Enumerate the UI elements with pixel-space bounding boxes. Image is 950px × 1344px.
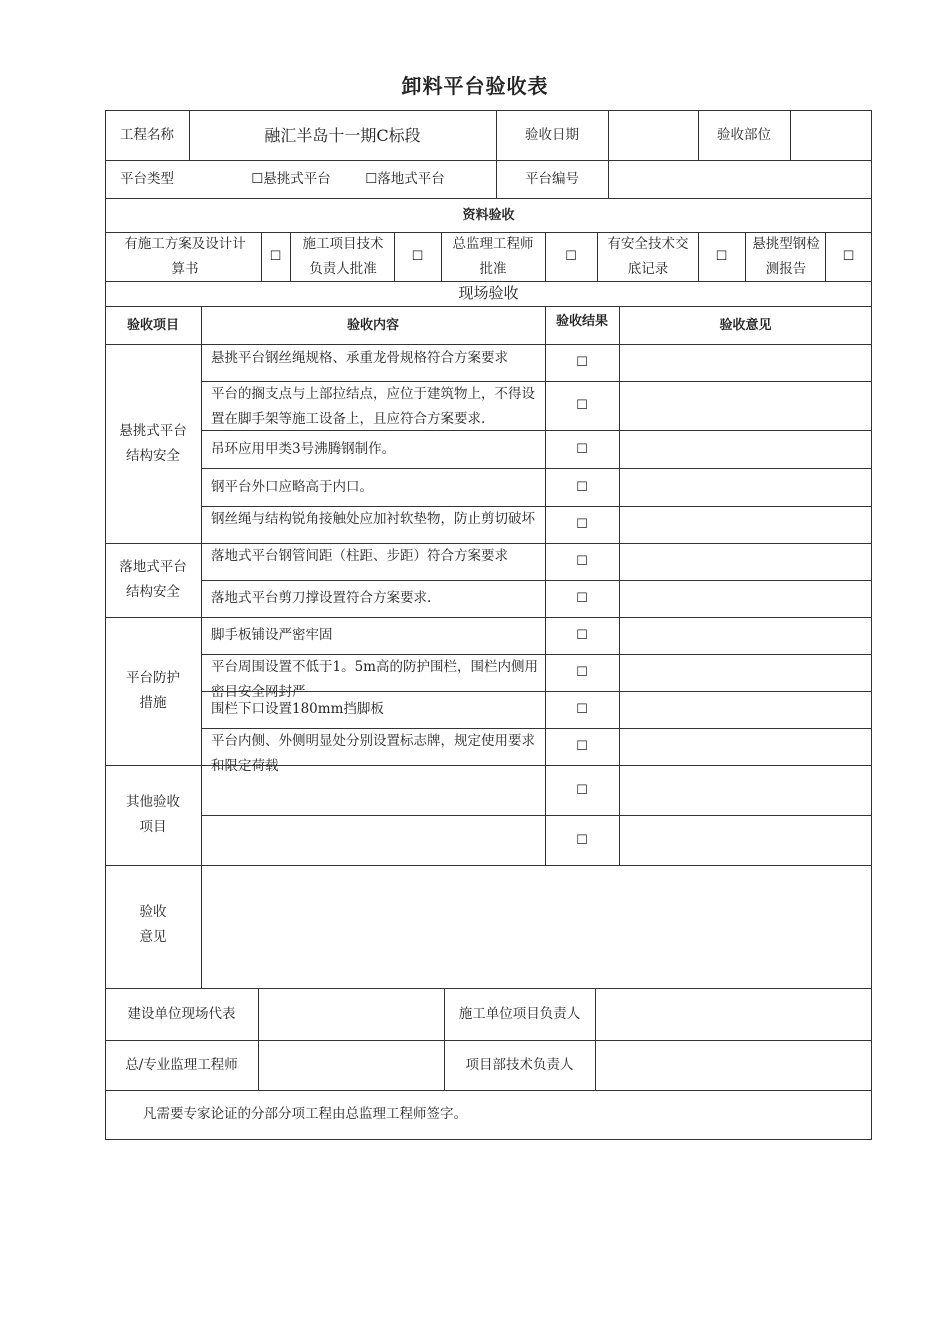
opinion-label-line1: 验收 (139, 904, 167, 920)
accept-part-field[interactable] (790, 110, 872, 160)
check-content: 平台周围设置不低于1。5m高的防护围栏，围栏内侧用密目安全网封严 (211, 659, 538, 700)
check-result-box[interactable]: ☐ (576, 441, 588, 457)
check-content: 钢平台外口应略高于内口。 (211, 478, 373, 495)
supervisor-signature-field[interactable] (258, 1040, 444, 1090)
footnote: 凡需要专家论证的分部分项工程由总监理工程师签字。 (143, 1106, 467, 1122)
opinion-label-line2: 意见 (139, 929, 167, 945)
opinion-field[interactable] (201, 865, 872, 988)
site-section-title: 现场验收 (458, 284, 519, 302)
col-header-item: 验收项目 (126, 317, 179, 333)
check-result-box[interactable]: ☐ (576, 739, 588, 754)
other-item-field[interactable] (201, 765, 545, 815)
docs-section-title: 资料验收 (462, 207, 515, 223)
check-content: 平台内侧、外侧明显处分别设置标志牌，规定使用要求和限定荷载 (211, 733, 535, 774)
check-content: 悬挑平台钢丝绳规格、承重龙骨规格符合方案要求 (211, 350, 508, 366)
accept-part-label: 验收部位 (717, 126, 771, 143)
contractor-manager-signature-field[interactable] (595, 988, 872, 1040)
platform-type-label: 平台类型 (120, 170, 174, 187)
doc-item-label: 悬挑型钢检测报告 (752, 235, 820, 277)
doc-item-label: 有施工方案及设计计算书 (124, 235, 246, 277)
check-result-box[interactable]: ☐ (576, 554, 588, 569)
col-header-result: 验收结果 (555, 314, 608, 329)
check-result-box[interactable]: ☐ (576, 398, 588, 413)
doc-checkbox[interactable]: ☐ (411, 249, 424, 264)
tech-lead-label: 项目部技术负责人 (465, 1056, 574, 1073)
doc-checkbox[interactable]: ☐ (565, 249, 577, 264)
col-header-content: 验收内容 (346, 317, 399, 333)
owner-rep-signature-field[interactable] (258, 988, 444, 1040)
check-content: 吊环应用甲类3号沸腾钢制作。 (211, 440, 396, 457)
check-result-box[interactable]: ☐ (576, 517, 588, 532)
group-name: 平台防护措施 (126, 670, 180, 711)
owner-rep-label: 建设单位现场代表 (127, 1005, 236, 1022)
group-name: 落地式平台结构安全 (119, 559, 187, 600)
doc-checkbox[interactable]: ☐ (842, 249, 855, 264)
check-result-box[interactable]: ☐ (576, 479, 588, 495)
doc-checkbox[interactable]: ☐ (715, 249, 728, 264)
accept-date-field[interactable] (608, 110, 698, 160)
check-content: 平台的搁支点与上部拉结点，应位于建筑物上，不得设置在脚手架等施工设备上，且应符合方案要求. (211, 386, 535, 427)
check-content: 落地式平台钢管间距（柱距、步距）符合方案要求 (211, 548, 508, 564)
platform-type-cantilever-option[interactable]: ☐悬挑式平台 (251, 170, 331, 187)
tech-lead-signature-field[interactable] (595, 1040, 872, 1090)
doc-item-label: 施工项目技术负责人批准 (302, 235, 384, 277)
platform-type-floor-option[interactable]: ☐落地式平台 (365, 170, 445, 187)
doc-item-label: 有安全技术交底记录 (607, 235, 689, 277)
project-name-value[interactable]: 融汇半岛十一期C标段 (264, 125, 421, 145)
check-result-box[interactable]: ☐ (576, 665, 588, 680)
doc-checkbox[interactable]: ☐ (269, 249, 282, 264)
check-content: 脚手板铺设严密牢固 (211, 627, 333, 643)
check-result-box[interactable]: ☐ (576, 355, 588, 370)
platform-no-label: 平台编号 (525, 170, 579, 187)
check-result-box[interactable]: ☐ (576, 702, 588, 717)
check-content: 落地式平台剪刀撑设置符合方案要求. (211, 590, 432, 606)
col-header-opinion: 验收意见 (719, 317, 772, 333)
check-content: 围栏下口设置180mm挡脚板 (211, 701, 384, 717)
contractor-manager-label: 施工单位项目负责人 (458, 1005, 581, 1022)
accept-date-label: 验收日期 (525, 126, 579, 143)
group-name: 悬挑式平台结构安全 (119, 422, 187, 464)
check-result-box[interactable]: ☐ (576, 832, 588, 848)
check-result-box[interactable]: ☐ (576, 782, 588, 798)
acceptance-table (105, 110, 872, 1140)
form-title: 卸料平台验收表 (401, 74, 549, 98)
doc-item-label: 总监理工程师批准 (452, 235, 534, 277)
other-item-field[interactable] (201, 815, 545, 865)
platform-no-field[interactable] (608, 160, 872, 198)
supervisor-label: 总/专业监理工程师 (125, 1056, 238, 1073)
check-content: 钢丝绳与结构锐角接触处应加衬软垫物，防止剪切破坏 (211, 511, 535, 527)
check-result-box[interactable]: ☐ (576, 591, 588, 606)
project-name-label: 工程名称 (120, 126, 174, 143)
check-result-box[interactable]: ☐ (576, 628, 588, 643)
group-name: 其他验收项目 (126, 794, 180, 835)
